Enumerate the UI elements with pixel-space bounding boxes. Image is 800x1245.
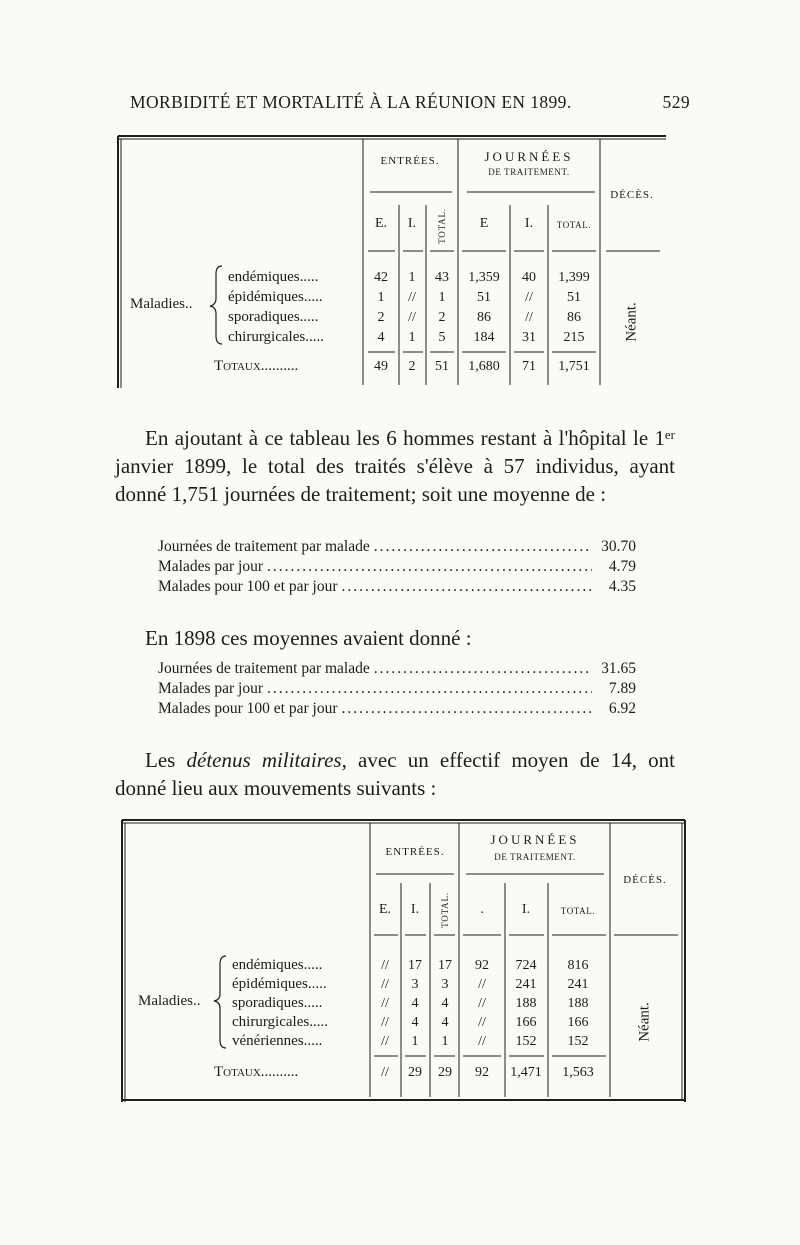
list-1-item-label: Malades par jour (158, 558, 264, 575)
list-1-item (158, 558, 636, 576)
table-2-col-journees-sub: DE TRAITEMENT. (494, 852, 576, 862)
table-2-totals-label: Totaux.......... (214, 1064, 299, 1080)
table-2-row-label: sporadiques..... (232, 995, 323, 1011)
paragraph-1: En ajoutant à ce tableau les 6 hommes restant à l'hôpital le 1ᵉʳ janvier 1899, le total des traités s'élève à 57 individus, ayant donné 1,751 journées de traitement; soit une moyenne de : (115, 426, 675, 506)
table-2-cell: 17 (438, 958, 452, 973)
table-2-cell: 4 (411, 996, 419, 1011)
table-1-cell: 2 (438, 310, 446, 325)
table-1-cell: 1,359 (468, 270, 500, 285)
table-2-total-cell: 1,563 (562, 1065, 594, 1080)
table-2-group-label: Maladies.. (138, 993, 201, 1009)
table-1-row-label: sporadiques..... (228, 309, 319, 325)
table-1-cell: 1 (377, 290, 385, 305)
table-2-sub-total2: TOTAL. (560, 906, 596, 916)
table-2-cell: 1 (441, 1034, 449, 1049)
table-2-cell: 152 (567, 1034, 589, 1049)
table-1-sub-e2: E (479, 216, 489, 231)
list-1-item-value: 4.35 (608, 578, 636, 595)
table-2-total-cell: 92 (475, 1065, 489, 1080)
table-2-cell: 188 (515, 996, 537, 1011)
table-2-sub-i2: I. (521, 902, 531, 917)
table-2-cell: 816 (567, 958, 589, 973)
list-1-item-value: 30.70 (601, 538, 636, 555)
table-2-sub-i: I. (410, 902, 420, 917)
table-1-cell: 1 (408, 330, 416, 345)
table-1-cell: // (408, 290, 416, 305)
list-2-item (158, 700, 636, 718)
table-2-cell: 166 (567, 1015, 589, 1030)
dot-leader (374, 538, 592, 556)
table-1-deces-value: Néant. (623, 302, 640, 342)
table-2-row-label: épidémiques..... (232, 976, 327, 992)
table-1-sub-i: I. (407, 216, 417, 231)
paragraph-3 (115, 746, 675, 802)
table-1-total-cell: 51 (435, 359, 449, 374)
table-2-cell: // (381, 1015, 389, 1030)
table-1-cell: 184 (473, 330, 495, 345)
table-2-cell: 92 (475, 958, 489, 973)
table-1-cell: // (408, 310, 416, 325)
table-1-cell: // (525, 290, 533, 305)
table-2-cell: 152 (515, 1034, 537, 1049)
list-1-item-label: Journées de traitement par malade (158, 538, 370, 555)
page-header-title: MORBIDITÉ ET MORTALITÉ À LA RÉUNION EN 1899. (130, 92, 572, 112)
table-1-cell: 1,399 (558, 270, 590, 285)
table-1-cell: 215 (563, 330, 585, 345)
table-2-cell: 724 (515, 958, 537, 973)
table-1-sub-total: TOTAL. (437, 208, 447, 244)
table-1-col-entrees: ENTRÉES. (380, 155, 440, 167)
table-2-total-cell: 1,471 (510, 1065, 542, 1080)
list-2-item (158, 660, 636, 678)
table-2-cell: 4 (441, 996, 449, 1011)
table-1-row-label: chirurgicales..... (228, 329, 324, 345)
table-1-group-label: Maladies.. (130, 296, 193, 312)
list-2-item-label: Malades par jour (158, 680, 264, 697)
table-1-row-label: endémiques..... (228, 269, 319, 285)
paragraph-3-italic: détenus militaires (186, 748, 342, 772)
table-2-row-label: vénériennes..... (232, 1033, 323, 1049)
table-1-cell: 1 (408, 270, 416, 285)
list-2-item-label: Journées de traitement par malade (158, 660, 370, 677)
table-1-row-label: épidémiques..... (228, 289, 323, 305)
table-1-cell: // (525, 310, 533, 325)
table-2-cell: // (381, 996, 389, 1011)
table-1-total-cell: 71 (522, 359, 536, 374)
table-2-cell: 188 (567, 996, 589, 1011)
table-1-cell: 2 (377, 310, 385, 325)
table-1-col-journees-sub: DE TRAITEMENT. (488, 167, 570, 177)
table-2-cell: // (381, 958, 389, 973)
table-1-col-journees: JOURNÉES (484, 149, 574, 164)
table-2-cell: 4 (411, 1015, 419, 1030)
list-2-item-value: 6.92 (608, 700, 636, 717)
table-2-col-journees: JOURNÉES (490, 832, 580, 847)
table-1-total-cell: 49 (374, 359, 388, 374)
table-1-total-cell: 2 (408, 359, 416, 374)
table-2-cell: 241 (515, 977, 537, 992)
list-2-item-value: 31.65 (601, 660, 636, 677)
table-2-total-cell: // (381, 1065, 389, 1080)
table-2-sub-e2: . (480, 902, 484, 917)
table-1-cell: 5 (438, 330, 446, 345)
table-2-deces-value: Néant. (636, 1002, 653, 1042)
paragraph-3-after: , avec un effectif moyen de 14, ont donné lieu aux mouvements suivants : (115, 748, 675, 800)
table-2-cell: 4 (441, 1015, 449, 1030)
table-2-cell: 17 (408, 958, 422, 973)
table-2-cell: // (478, 977, 486, 992)
table-2-row-label: chirurgicales..... (232, 1014, 328, 1030)
table-2-total-cell: 29 (408, 1065, 422, 1080)
table-1-totals-label: Totaux.......... (214, 358, 299, 374)
table-2-col-deces: DÉCÈS. (623, 874, 667, 886)
list-1-item-label: Malades pour 100 et par jour (158, 578, 338, 595)
table-2-cell: // (478, 996, 486, 1011)
table-1-cell: 86 (477, 310, 491, 325)
table-2-cell: // (381, 977, 389, 992)
table-2-total-cell: 29 (438, 1065, 452, 1080)
table-2-cell: 166 (515, 1015, 537, 1030)
paragraph-2: En 1898 ces moyennes avaient donné : (145, 626, 472, 650)
list-1-item (158, 578, 636, 596)
table-1-cell: 42 (374, 270, 388, 285)
table-1-cell: 1 (438, 290, 446, 305)
table-1-cell: 4 (377, 330, 385, 345)
dot-leader (267, 558, 592, 576)
table-1-cell: 31 (522, 330, 536, 345)
table-2-cell: 3 (411, 977, 419, 992)
table-2-row-label: endémiques..... (232, 957, 323, 973)
dot-leader (267, 680, 592, 698)
table-2-cell: 1 (411, 1034, 419, 1049)
list-2-item (158, 680, 636, 698)
table-2-cell: // (478, 1034, 486, 1049)
table-1-cell: 51 (477, 290, 491, 305)
table-1-total-cell: 1,680 (468, 359, 500, 374)
table-2-sub-total: TOTAL. (440, 892, 450, 928)
running-head (130, 92, 690, 113)
dot-leader (374, 660, 592, 678)
table-1-cell: 51 (567, 290, 581, 305)
paragraph-3-before: Les (145, 748, 176, 772)
table-2-cell: 3 (441, 977, 449, 992)
table-1-total-cell: 1,751 (558, 359, 590, 374)
list-2-item-label: Malades pour 100 et par jour (158, 700, 338, 717)
table-2-cell: // (381, 1034, 389, 1049)
list-2-item-value: 7.89 (608, 680, 636, 697)
table-1-sub-total2: TOTAL. (556, 220, 592, 230)
table-1-cell: 40 (522, 270, 536, 285)
table-2-col-entrees: ENTRÉES. (385, 846, 445, 858)
table-1-sub-e: E. (374, 216, 388, 231)
list-1-item-value: 4.79 (608, 558, 636, 575)
page-number: 529 (662, 92, 690, 112)
table-2-sub-e: E. (378, 902, 392, 917)
table-1-sub-i2: I. (524, 216, 534, 231)
table-1-col-deces: DÉCÈS. (610, 189, 654, 201)
table-1-cell: 43 (435, 270, 449, 285)
list-1-item (158, 538, 636, 556)
table-1-cell: 86 (567, 310, 581, 325)
table-2-cell: 241 (567, 977, 589, 992)
dot-leader (342, 700, 593, 718)
table-2-cell: // (478, 1015, 486, 1030)
dot-leader (342, 578, 593, 596)
